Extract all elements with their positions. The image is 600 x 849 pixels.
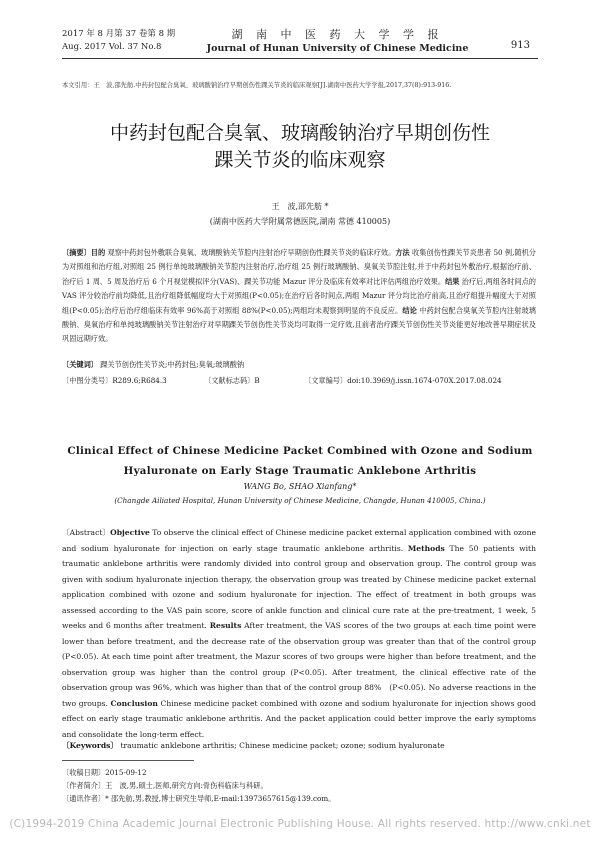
- keywords-en: [62, 740, 536, 751]
- authors-en: WANG Bo, SHAO Xianfang*: [243, 482, 357, 491]
- abstract-en-conclusion-label: Conclusion: [110, 698, 158, 708]
- issue-info: [62, 28, 175, 54]
- title-en-line1: Clinical Effect of Chinese Medicine Packet Combined with Ozone and Sodium: [67, 445, 533, 457]
- received-date: 〔收稿日期〕2015-09-12: [62, 768, 147, 777]
- journal-name-cn: 湖 南 中 医 药 大 学 学 报: [231, 28, 444, 41]
- abstract-en-method: The 50 patients with traumatic anklebone arthritis were randomly divided into control group and observation group. The control group was given with sodium hyaluronate injection therapy, the observation group was treated by Chinese medicine packet external application combined with ozone and sodium hyaluronate for injection. The effect of treatment in both groups was assessed according to the VAS pain score, score of ankle function and clinical cure rate at the pre-treatment, 1 week, 5 weeks and 6 months after treatment.: [62, 543, 536, 630]
- journal-name-en: Journal of Hunan University of Chinese Medicine: [206, 43, 469, 54]
- abstract-cn-label: 〔摘要〕: [62, 248, 91, 257]
- affiliation-cn: (湖南中医药大学附属常德医院,湖南 常德 410005): [209, 217, 391, 226]
- abstract-cn: [62, 246, 536, 347]
- authors-cn: 王 波,邵先舫 *: [271, 202, 329, 211]
- article-number: 〔文章编号〕doi:10.3969/j.issn.1674-070X.2017.08.024: [304, 376, 502, 385]
- author-intro: 〔作者简介〕王 波,男,硕士,医师,研究方向:骨伤科临床与科研。: [62, 781, 268, 790]
- keywords-cn-label: 〔关键词〕: [62, 360, 98, 369]
- document-code: 〔文献标志码〕B: [204, 376, 260, 385]
- clc-number: 〔中图分类号〕R289.6;R684.3: [62, 376, 167, 385]
- keywords-cn: [62, 360, 536, 370]
- abstract-en-objective-label: Objective: [110, 528, 150, 537]
- issue-cn: 2017 年 8 月第 37 卷第 8 期: [62, 29, 176, 39]
- abstract-cn-method-label: 方法: [395, 248, 410, 257]
- citation: 本文引用：王 波,邵先舫.中药封包配合臭氧、玻璃酸钠治疗早期创伤性踝关节炎的临床观察[J].湖南中医药大学学报,2017,37(8):913-916.: [62, 82, 452, 89]
- journal-name: [200, 26, 475, 54]
- keywords-en-text: traumatic anklebone arthritis; Chinese medicine packet; ozone; sodium hyaluronate: [118, 741, 445, 750]
- title-cn-line2: 踝关节炎的临床观察: [214, 149, 386, 171]
- classification-row: [62, 376, 536, 386]
- abstract-en-label: 〔Abstract〕: [62, 528, 111, 537]
- abstract-en-method-label: Methods: [407, 543, 445, 553]
- keywords-cn-text: 踝关节创伤性关节炎;中药封包;臭氧;玻璃酸钠: [97, 360, 245, 369]
- abstract-en-result: After treatment, the VAS scores of the two groups at each time point were lower than before treatment, and the decrease rate of the observation group was greater than that of the control group (P<0.05). At each time point after treatment, the Mazur scores of two groups were higher than before treatment, and the observation group was higher than the control group (P<0.05). After treatment, the clinical effective rate of the observation group was 96%, which was higher than that of the control group 88% (P<0.05). No adverse reactions in the two groups.: [62, 621, 536, 708]
- title-en: [60, 441, 540, 481]
- abstract-cn-objective: 观察中药封包外敷联合臭氧、玻璃酸钠关节腔内注射治疗早期创伤性踝关节炎的临床疗效。: [105, 248, 396, 257]
- footnote-rule: [62, 760, 194, 761]
- abstract-cn-conclusion: 中药封包配合臭氧关节腔内注射玻璃酸钠、臭氧治疗和单纯玻璃酸钠关节注射治疗对早期踝关节创伤性关节炎均可取得一定疗效,且前者治疗踝关节创伤性关节炎能更好地改善早期症状及巩固远期疗效。: [62, 305, 536, 344]
- affiliation-en: (Changde Ailiated Hospital, Hunan University of Chinese Medicine, Changde, Hunan 410005, China.): [114, 496, 486, 505]
- issue-en: Aug. 2017 Vol. 37 No.8: [62, 42, 162, 52]
- abstract-en-result-label: Results: [209, 621, 242, 630]
- header-rule: [62, 58, 538, 59]
- copyright-watermark: (C)1994-2019 China Academic Journal Electronic Publishing House. All rights reserved. http://www.cnki.net: [9, 818, 591, 830]
- page-number: 913: [510, 40, 530, 51]
- abstract-en: [62, 525, 536, 742]
- title-cn-line1: 中药封包配合臭氧、玻璃酸钠治疗早期创伤性: [109, 122, 490, 144]
- abstract-en-objective: To observe the clinical effect of Chinese medicine packet external application combined with ozone and sodium hyaluronate for injection on early stage traumatic anklebone arthritis.: [62, 528, 536, 553]
- title-en-line2: Hyaluronate on Early Stage Traumatic Anklebone Arthritis: [123, 465, 477, 477]
- corresponding-author: 〔通讯作者〕* 邵先舫,男,教授,博士研究生导师,E-mail:13973657615@139.com。: [62, 794, 336, 803]
- keywords-en-label: 〔Keywords〕: [62, 741, 119, 750]
- abstract-cn-conclusion-label: 结论: [402, 305, 417, 315]
- abstract-cn-result: 治疗后,两组各时间点的 VAS 评分较治疗前均降低,且治疗组降低幅度均大于对照组(P<0.05);在治疗后各时间点,两组 Mazur 评分均比治疗前高,且治疗组提升幅度大于对照组(P<0.05);治疗后治疗组临床有效率 96%高于对照组 88%(P<0.05);两组均未观察到明显的不良反应。: [62, 276, 536, 315]
- abstract-cn-method: 收集创伤性踝关节炎患者 50 例,随机分为对照组和治疗组,对照组 25 例行单纯玻璃酸钠关节腔内注射治疗,治疗组 25 例行玻璃酸钠、臭氧关节腔注射,并于中药封包外敷治疗,根据治疗前、治疗后 1 周、5 周及治疗后 6 个月视觉模拟评分(VAS)、踝关节功能 Mazur 评分及临床有效率对比评估两组治疗效果。: [62, 248, 536, 286]
- abstract-cn-objective-label: 目的: [90, 248, 106, 257]
- title-cn: [60, 120, 540, 174]
- abstract-en-conclusion: Chinese medicine packet combined with ozone and sodium hyaluronate for injection shows good effect on early stage traumatic anklebone arthritis. And the packet application could better improve the early symptoms and consolidate the long-term effect.: [62, 698, 536, 739]
- abstract-cn-result-label: 结果: [445, 276, 460, 286]
